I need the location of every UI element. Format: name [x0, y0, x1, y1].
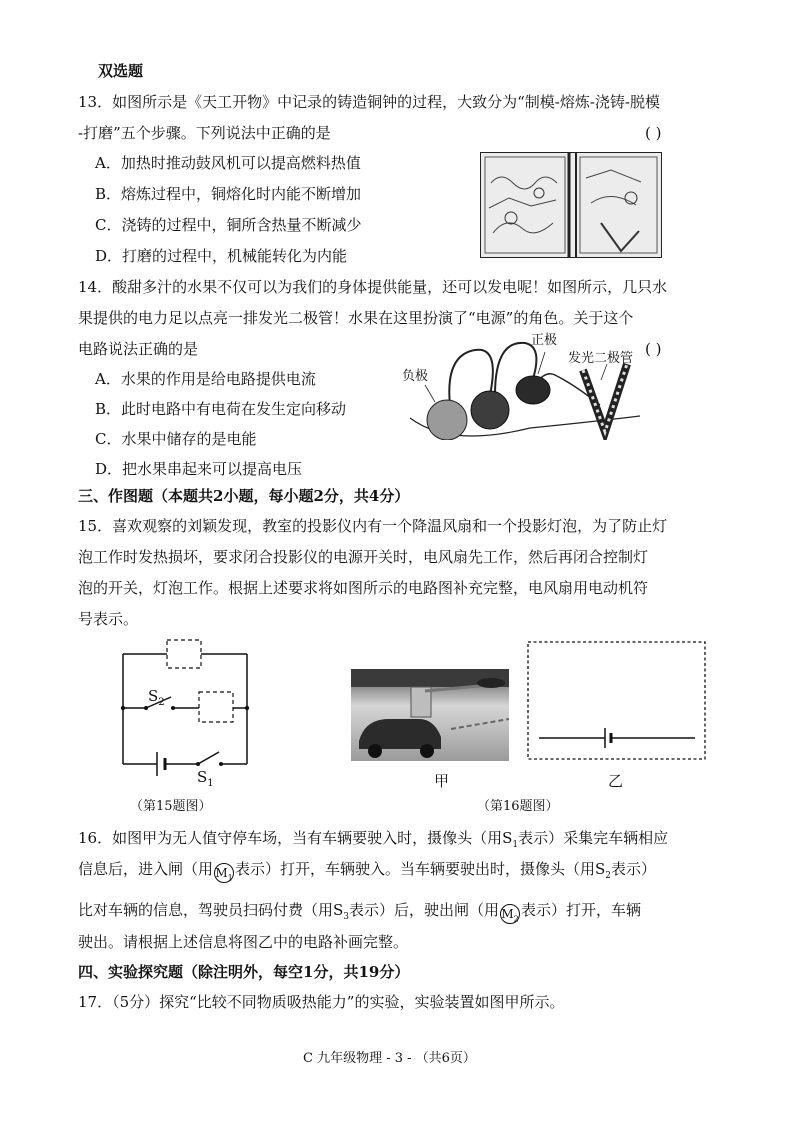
q16-stem-line3: 比对车辆的信息，驾驶员扫码付费（用$S_3$表示）后，驶出闸（用 $M_2$ 表示）打开，车辆: [78, 901, 642, 924]
q15-stem-line1: 15．喜欢观察的刘颖发现，教室的投影仪内有一个降温风扇和一个投影灯泡，为了防止灯: [78, 517, 668, 535]
q16-stem-line4: 驶出。请根据上述信息将图乙中的电路补画完整。: [78, 933, 409, 951]
q16-label-jia: 甲: [434, 772, 450, 790]
q16-stem-line1: 16．如图甲为无人值守停车场，当有车辆要驶入时，摄像头（用$S_1$表示）采集完车辆相应: [78, 829, 669, 850]
section-heading-double-choice: 双选题: [98, 62, 144, 80]
q14-option-a: A．水果的作用是给电路提供电流: [95, 370, 316, 388]
q13-answer-paren: ( ): [645, 124, 662, 142]
q14-option-b: B．此时电路中有电荷在发生定向移动: [95, 400, 347, 418]
q15-figure-caption: （第15题图）: [130, 799, 212, 814]
motor-m1-symbol: $M_1$: [214, 863, 234, 883]
q15-switch-s1-label: $S_1$: [197, 768, 214, 789]
q16-parking-lot-photo: [351, 669, 509, 761]
q16-stem-line2: 信息后，进入闸（用 $M_1$ 表示）打开，车辆驶入。当车辆要驶出时，摄像头（用$S_2$表示）: [78, 860, 657, 883]
q15-stem-line3: 泡的开关，灯泡工作。根据上述要求将如图所示的电路图补充完整，电风扇用电动机符: [78, 579, 649, 597]
q13-option-c: C．浇铸的过程中，铜所含热量不断减少: [95, 216, 362, 234]
q14-label-led: 发光二极管: [568, 351, 634, 366]
q14-option-c: C．水果中储存的是电能: [95, 430, 257, 448]
motor-m2-symbol: $M_2$: [500, 904, 520, 924]
q14-fruit-battery-illustration: [395, 330, 650, 440]
q17-stem-line1: 17．（5分）探究“比较不同物质吸热能力”的实验，实验装置如图甲所示。: [78, 993, 565, 1011]
q14-stem-line1: 14．酸甜多汁的水果不仅可以为我们的身体提供能量，还可以发电呢！如图所示，几只水: [78, 278, 668, 296]
q16-figure-caption: （第16题图）: [477, 799, 559, 814]
page-footer: C 九年级物理 - 3 - （共6页）: [303, 1051, 476, 1066]
q13-option-b: B．熔炼过程中，铜熔化时内能不断增加: [95, 185, 362, 203]
q15-switch-s2-label: $S_2$: [148, 687, 165, 708]
q15-circuit-diagram: [115, 632, 255, 780]
q13-option-d: D．打磨的过程中，机械能转化为内能: [95, 247, 348, 265]
q14-stem-line3: 电路说法正确的是: [78, 340, 199, 358]
q16-circuit-frame: [527, 641, 707, 761]
q16-label-yi: 乙: [608, 772, 624, 790]
section-heading-experiment: 四、实验探究题（除注明外，每空1分，共19分）: [78, 963, 410, 981]
q15-stem-line4: 号表示。: [78, 610, 139, 628]
q14-label-positive: 正极: [531, 333, 558, 348]
q14-label-negative: 负极: [402, 369, 429, 384]
q14-stem-line2: 果提供的电力足以点亮一排发光二极管！水果在这里扮演了“电源”的角色。关于这个: [78, 309, 634, 327]
q13-stem-line2: -打磨”五个步骤。下列说法中正确的是: [78, 124, 331, 142]
q14-option-d: D．把水果串起来可以提高电压: [95, 460, 303, 478]
q13-bell-casting-illustration: [480, 152, 662, 258]
section-heading-drawing: 三、作图题（本题共2小题，每小题2分，共4分）: [78, 487, 410, 505]
q13-option-a: A．加热时推动鼓风机可以提高燃料热值: [95, 154, 361, 172]
q14-answer-paren: ( ): [645, 340, 662, 358]
q13-stem-line1: 13．如图所示是《天工开物》中记录的铸造铜钟的过程，大致分为“制模-熔炼-浇铸-脱模: [78, 93, 660, 111]
q15-stem-line2: 泡工作时发热损坏，要求闭合投影仪的电源开关时，电风扇先工作，然后再闭合控制灯: [78, 548, 649, 566]
